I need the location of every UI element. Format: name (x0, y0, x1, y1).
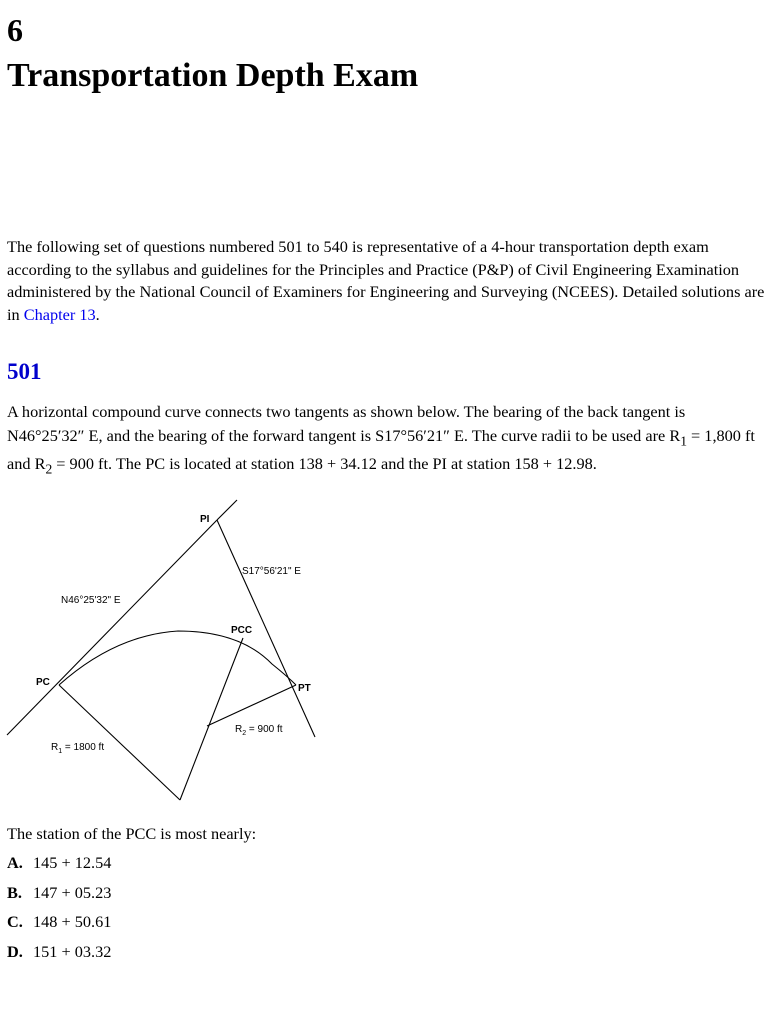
label-r1: $R_1 = 1800$ ft (51, 742, 105, 755)
r1-subscript: 1 (680, 432, 687, 448)
option-c[interactable] (7, 910, 111, 940)
answer-options (7, 851, 111, 969)
option-b[interactable] (7, 881, 111, 911)
question-text (7, 400, 765, 481)
option-letter: A. (7, 853, 23, 872)
intro-paragraph (7, 236, 765, 326)
option-letter: B. (7, 882, 22, 902)
compound-curve-arc (59, 631, 296, 685)
option-d[interactable] (7, 940, 111, 970)
option-value: 151 + 03.32 (33, 941, 112, 961)
option-a[interactable] (7, 851, 111, 881)
question-number: 501 (7, 359, 42, 384)
label-r2: $R_2 = 900$ ft (235, 724, 283, 737)
intro-text: The following set of questions numbered 501 to 540 is representative of a 4-hour transportation depth exam according to the syllabus and guidelines for the Principles and Practice (P&P) of Civil Engineering Examination administered by the National Council of Examiners for Engineering and Surveying (NCEES). Detailed solutions are in (7, 237, 765, 324)
label-back-bearing: N46°25'32" E (61, 595, 121, 606)
question-text-part: = 1,800 ft and R (7, 425, 755, 474)
back-tangent-extension (217, 500, 237, 520)
label-pc: PC (36, 677, 50, 688)
option-letter: D. (7, 941, 23, 961)
chapter-number: 6 (7, 12, 23, 48)
option-value: 148 + 50.61 (33, 912, 112, 931)
option-value: 147 + 05.23 (33, 882, 112, 902)
label-forward-bearing: S17°56'21" E (242, 566, 301, 577)
option-value: 145 + 12.54 (33, 853, 112, 872)
option-letter: C. (7, 912, 23, 931)
chapter-13-link[interactable]: Chapter 13 (23, 304, 96, 324)
radius-pcc (180, 638, 243, 800)
question-text-part: = 900 ft. The PC is located at station 138 + 34.12 and the PI at station 158 + 12.98. (52, 454, 597, 474)
label-pcc: PCC (231, 625, 253, 636)
compound-curve-figure (0, 496, 330, 806)
compound-curve-diagram (0, 496, 330, 806)
intro-text-end: . (95, 304, 100, 324)
question-stem: The station of the PCC is most nearly: (7, 824, 257, 843)
back-tangent-line (7, 520, 217, 735)
r2-subscript: 2 (45, 461, 53, 477)
label-pt: PT (298, 683, 311, 694)
question-text-part: A horizontal compound curve connects two tangents as shown below. The bearing of the back tangent is N46°25′32″ E, and the bearing of the forward tangent is S17°56′21″ E. The curve radii to be used are R (7, 402, 686, 445)
label-pi: PI (200, 514, 210, 525)
chapter-title: Transportation Depth Exam (7, 57, 419, 94)
radius-r2-pt (207, 685, 296, 726)
